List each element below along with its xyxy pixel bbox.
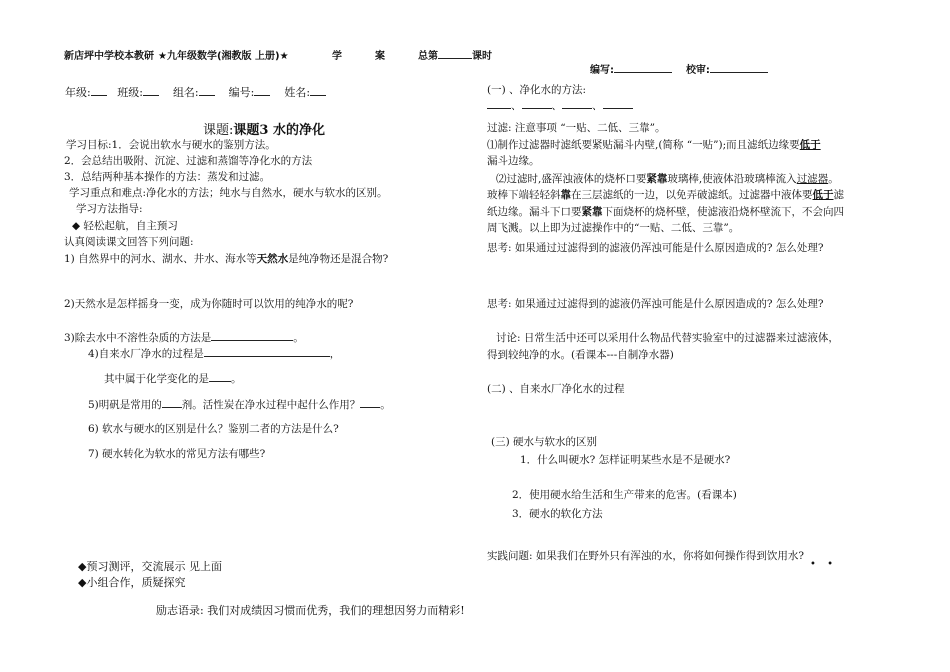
question-3 xyxy=(64,330,304,345)
goal-3: 3．总结两种基本操作的方法：蒸发和过滤。 xyxy=(64,171,271,183)
question-7: 7) 硬水转化为软水的常见方法有哪些? xyxy=(88,448,266,460)
filter-rule-2-filter: 过滤器 xyxy=(796,173,829,185)
filter-rule-summary: 周飞溅。以上即为过滤操作中的“一贴、二低、三靠”。 xyxy=(487,222,740,234)
title-prefix: 课题: xyxy=(203,123,234,138)
header-zong-di: 总第 xyxy=(418,51,438,62)
q3-text: 3)除去水中不溶性杂质的方法是 xyxy=(64,332,212,344)
grade-label: 年级: xyxy=(65,86,91,99)
section-3-item-3: 3．硬水的软化方法 xyxy=(512,508,603,520)
section-3-title: (三) 硬水与软水的区别 xyxy=(491,436,598,448)
sep-2: 、 xyxy=(551,100,562,112)
question-1 xyxy=(64,251,388,266)
section-3-item-1: 1．什么叫硬水? 怎样证明某些水是不是硬水? xyxy=(520,454,731,466)
filter-rule-4-text-b: 下面烧杯的烧杯壁，使滤液沿烧杯壁流下，不会向四 xyxy=(602,206,844,218)
emphasis-dots: • • xyxy=(810,559,837,570)
method-blank-2[interactable] xyxy=(522,98,552,109)
class-label: 班级: xyxy=(117,86,143,99)
filter-rule-4-text-a: 纸边缘。漏斗下口要 xyxy=(487,206,582,218)
q4-sub-text: 其中属于化学变化的是 xyxy=(104,373,209,385)
filter-rule-1 xyxy=(487,137,821,152)
name-blank[interactable] xyxy=(310,85,326,96)
section-3-item-2: 2．使用硬水给生活和生产带来的危害。(看课本) xyxy=(512,489,737,501)
q1-text-a: 1) 自然界中的河水、湖水、井水、海水等 xyxy=(64,253,257,265)
method-guide: 学习方法指导: xyxy=(76,203,143,215)
editor-blank[interactable] xyxy=(614,62,672,73)
q5-text-b: 剂。活性炭在净水过程中起什么作用？ xyxy=(181,399,361,411)
filter-rule-2-end: 。 xyxy=(828,173,839,185)
filter-rule-2 xyxy=(496,171,839,186)
section-1-title: (一) 、净化水的方法: xyxy=(487,84,587,96)
question-2: 2)天然水是怎样摇身一变，成为你随时可以饮用的纯净水的呢? xyxy=(64,298,354,310)
header-total-lesson xyxy=(418,47,492,62)
q4-answer-blank[interactable] xyxy=(204,346,330,357)
q5-blank-1[interactable] xyxy=(162,397,182,408)
q5-blank-2[interactable] xyxy=(360,397,380,408)
filter-rule-3-lower: 低于 xyxy=(812,189,834,201)
filter-rule-3-text-b: 在三层滤纸的一边，以免弄破滤纸。过滤器中液体要 xyxy=(571,189,813,201)
filter-rule-2-text-b: 玻璃棒,使液体沿玻璃棒流入 xyxy=(667,173,797,185)
q1-natural-water: 天然水 xyxy=(256,253,289,265)
q5-end: 。 xyxy=(380,399,391,411)
student-info-row xyxy=(65,84,326,100)
name-label: 姓名: xyxy=(284,86,311,99)
q1-text-c: 是纯净物还是混合物? xyxy=(288,253,389,265)
q5-text-a: 5)明矾是常用的 xyxy=(88,399,162,411)
discuss-line-1: 讨论: 日常生活中还可以采用什么物品代替实验室中的过滤器来过滤液体， xyxy=(496,332,839,344)
filter-rule-4 xyxy=(487,204,844,219)
group-blank[interactable] xyxy=(199,85,215,96)
goal-1: 学习目标:1．会说出软水与硬水的鉴别方法。 xyxy=(66,139,276,151)
header-xue: 学 xyxy=(332,51,342,62)
question-4 xyxy=(88,346,340,361)
reviewer-blank[interactable] xyxy=(710,62,768,73)
q3-answer-blank[interactable] xyxy=(211,330,293,341)
cooperate-line: ◆小组合作，质疑探究 xyxy=(78,576,186,589)
key-points: 学习重点和难点:净化水的方法；纯水与自然水，硬水与软水的区别。 xyxy=(69,187,388,199)
practice-question: 实践问题: 如果我们在野外只有浑浊的水，你将如何操作得到饮用水? xyxy=(487,550,805,562)
grade-blank[interactable] xyxy=(91,85,107,96)
goal-2: 2．会总结出吸附、沉淀、过滤和蒸馏等净化水的方法 xyxy=(64,155,313,167)
question-6: 6) 软水与硬水的区别是什么？鉴别二者的方法是什么? xyxy=(88,423,339,435)
method-blank-3[interactable] xyxy=(562,98,592,109)
header-ke-shi: 课时 xyxy=(472,51,492,62)
filter-rule-1-text: ⑴制作过滤器时滤纸要紧贴漏斗内壁,(简称 “一贴”);而且滤纸边缘要 xyxy=(487,139,800,151)
method-blank-4[interactable] xyxy=(603,98,633,109)
filter-rule-3-end: 滤 xyxy=(833,189,844,201)
header-course: ★九年级数学(湘教版 上册)★ xyxy=(158,51,289,62)
discuss-line-2: 得到较纯净的水。(看课本---自制净水器) xyxy=(487,349,674,361)
section-start: ◆ 轻松起航，自主预习 xyxy=(72,220,178,232)
filter-rule-1-end: 漏斗边缘。 xyxy=(487,155,540,167)
q4-end: ， xyxy=(329,348,341,360)
page-title xyxy=(203,119,325,138)
review-line: ◆预习测评，交流展示 见上面 xyxy=(78,560,222,573)
method-blank-1[interactable] xyxy=(487,98,511,109)
number-blank[interactable] xyxy=(254,85,270,96)
title-main: 课题3 水的净化 xyxy=(233,123,325,138)
header-bianhao-label: 编写: xyxy=(590,65,614,76)
filter-rule-3 xyxy=(487,187,844,202)
header-editor xyxy=(590,61,768,76)
header-school: 新店坪中学校本教研 xyxy=(64,51,154,62)
q3-end: 。 xyxy=(293,332,304,344)
q4-text: 4)自来水厂净水的过程是 xyxy=(88,348,204,360)
question-5 xyxy=(88,397,391,412)
header-an: 案 xyxy=(375,51,385,62)
filter-rule-3-text-a: 玻棒下端轻轻斜 xyxy=(487,189,561,201)
class-blank[interactable] xyxy=(143,85,159,96)
group-label: 组名: xyxy=(172,86,199,99)
section-1-blanks xyxy=(487,98,633,113)
filter-intro: 过滤: 注意事项 “一贴、二低、三靠”。 xyxy=(487,122,666,134)
think-question-1: 思考: 如果通过过滤得到的滤液仍浑浊可能是什么原因造成的? 怎么处理? xyxy=(487,242,824,254)
filter-rule-4-close: 紧靠 xyxy=(581,206,603,218)
lesson-number-blank[interactable] xyxy=(438,48,472,59)
filter-rule-2-close: 紧靠 xyxy=(646,173,668,185)
sep-1: 、 xyxy=(511,100,522,112)
filter-rule-1-lower: 低于 xyxy=(799,139,821,151)
filter-rule-2-text-a: ⑵过滤时,盛浑浊液体的烧杯口要 xyxy=(496,173,647,185)
header-jiaoshen-label: 校审: xyxy=(685,65,710,76)
filter-rule-3-lean: 靠 xyxy=(560,189,571,201)
section-2-title: (二) 、自来水厂净化水的过程 xyxy=(487,383,625,395)
think-question-2: 思考: 如果通过过滤得到的滤液仍浑浊可能是什么原因造成的? 怎么处理? xyxy=(487,298,824,310)
number-label: 编号: xyxy=(228,86,255,99)
question-4-sub xyxy=(104,371,242,386)
q4-sub-blank[interactable] xyxy=(209,371,231,382)
sep-3: 、 xyxy=(592,100,603,112)
read-instruction: 认真阅读课文回答下列问题: xyxy=(64,236,194,248)
footer-motto: 励志语录: 我们对成绩因习惯而优秀，我们的理想因努力而精彩! xyxy=(156,604,465,617)
q4-sub-end: 。 xyxy=(231,373,242,385)
